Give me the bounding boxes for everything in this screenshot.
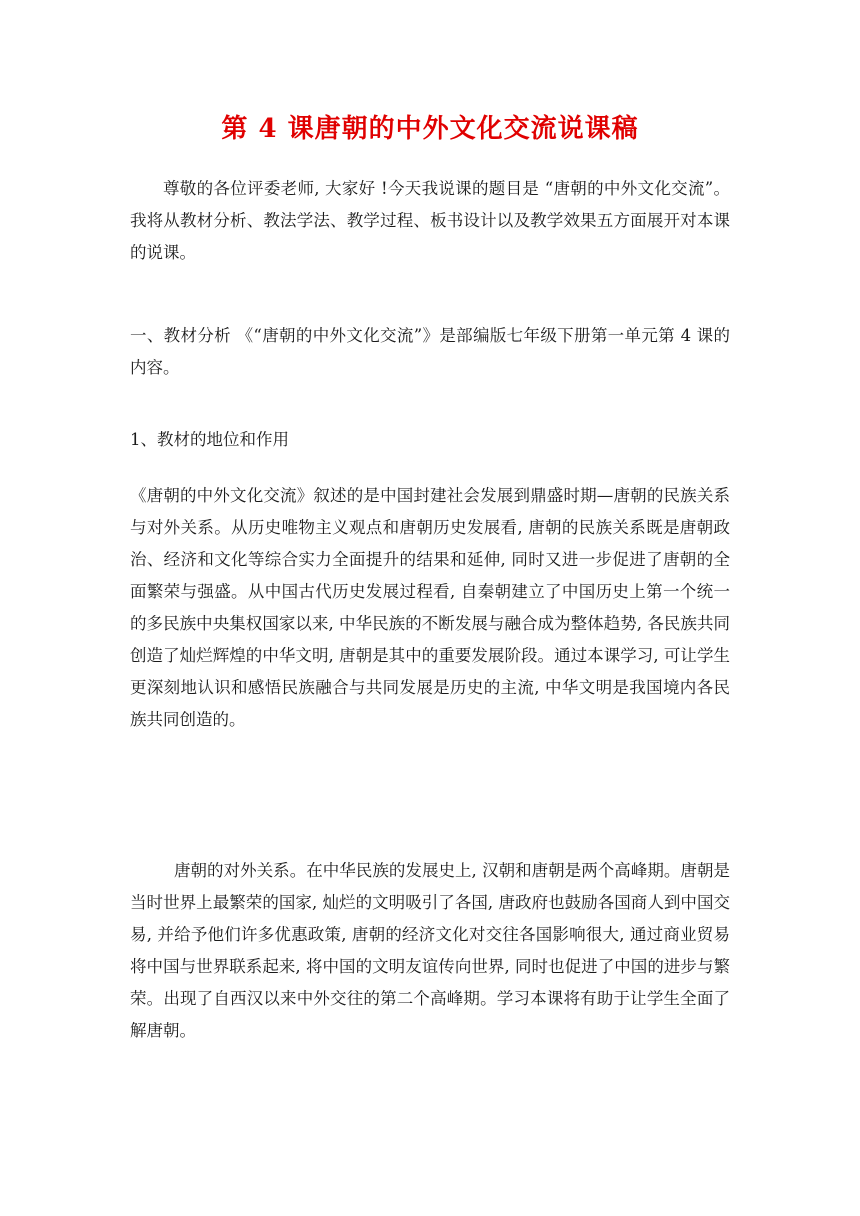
section-textbook-analysis: 一、教材分析 《“唐朝的中外文化交流”》是部编版七年级下册第一单元第 4 课的内容。	[130, 326, 730, 377]
intro-paragraph: 尊敬的各位评委老师, 大家好 !今天我说课的题目是 “唐朝的中外文化交流”。我将从教材分析、教法学法、教学过程、板书设计以及教学效果五方面展开对本课的说课。	[130, 179, 730, 262]
body-paragraph-ethnic-relations: 《唐朝的中外文化交流》叙述的是中国封建社会发展到鼎盛时期—唐朝的民族关系与对外关系。从历史唯物主义观点和唐朝历史发展看, 唐朝的民族关系既是唐朝政治、经济和文化等综合实力全面提升的结果和延伸, 同时又进一步促进了唐朝的全面繁荣与强盛。从中国古代历史发展过程看, 自秦朝建立了中国历史上第一个统一的多民族中央集权国家以来, 中华民族的不断发展与融合成为整体趋势, 各民族共同创造了灿烂辉煌的中华文明, 唐朝是其中的重要发展阶段。通过本课学习, 可让学生更深刻地认识和感悟民族融合与共同发展是历史的主流, 中华文明是我国境内各民族共同创造的。	[130, 486, 730, 729]
document-title: 第 4 课唐朝的中外文化交流说课稿	[221, 114, 639, 144]
body-paragraph-foreign-relations: 唐朝的对外关系。在中华民族的发展史上, 汉朝和唐朝是两个高峰期。唐朝是当时世界上最繁荣的国家, 灿烂的文明吸引了各国, 唐政府也鼓励各国商人到中国交易, 并给予他们许多优惠政策, 唐朝的经济文化对交往各国影响很大, 通过商业贸易将中国与世界联系起来, 将中国的文明友谊传向世界, 同时也促进了中国的进步与繁荣。出现了自西汉以来中外交往的第二个高峰期。学习本课将有助于让学生全面了解唐朝。	[130, 861, 730, 1040]
subsection-status-and-role: 1、教材的地位和作用	[130, 430, 289, 449]
